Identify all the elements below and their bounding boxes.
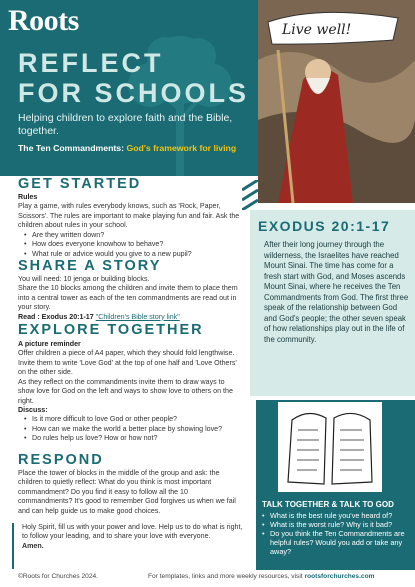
decorative-stripes [242,180,258,210]
prayer-amen: Amen. [22,541,44,550]
copyright: ©Roots for Churches 2024. [18,573,98,580]
exodus-text: After their long journey through the wilderness, the Israelites have reached Mount Sinai. The time has come for a fresh start with God, and Moses ascends Mount Sinai, where he receives the Ten Commandments from God. The first three speak of the relationship between God and God's people; the other seven speak of how relationships play out in the life of the community. [264,240,409,344]
exodus-title: EXODUS 20:1-17 [258,218,391,234]
list-item: • Are they written down? [24,231,242,240]
speech-bubble-text: Live well! [282,22,352,38]
page-title-line1: REFLECT [18,48,164,78]
moses-illustration [258,0,415,203]
list-item: • Do you think the Ten Commandments are helpful rules? Would you add or take any away? [262,529,410,556]
theme-accent: God's framework for living [126,143,237,153]
explore-heading: EXPLORE TOGETHER [18,322,204,338]
page-title-line2: FOR SCHOOLS [18,78,250,108]
list-item: • Is it more difficult to love God or other people? [24,415,242,424]
share-needs: You will need: 10 jenga or building blocks. [18,275,150,283]
explore-body [18,340,242,444]
prayer-text: Holy Spirit, fill us with your power and love. Help us to do what is right, to follow your leading, and to share your love with everyone. [22,523,243,541]
list-item: • What is the best rule you've heard of? [262,511,410,520]
list-item: • What rule or advice would you give to a new pupil? [24,250,242,259]
tablets-icon [278,402,382,492]
list-item: • Do rules help us love? How or how not? [24,434,242,443]
discuss-label: Discuss: [18,405,48,414]
get-started-heading: GET STARTED [18,176,142,192]
explore-text2: As they reflect on the commandments invite them to draw ways to show love for God on the left and ways to show love to others on the right. [18,377,233,405]
prayer-box [12,523,248,569]
list-item: • How does everyone knowhow to behave? [24,240,242,249]
share-text: Share the 10 blocks among the children and invite them to place them into a central tower as each of the ten commandments are read out in your story. [18,284,238,312]
roots-logo: Roots [8,4,79,37]
explore-text1: Offer children a piece of A4 paper, which they should fold lengthwise. Invite them to write 'Love God' at the top of one half and 'Love Others' on the other side. [18,349,237,377]
get-started-body [18,193,242,259]
share-heading: SHARE A STORY [18,258,162,274]
footer-site-link[interactable]: rootsforchurches.com [304,573,375,580]
list-item: • What is the worst rule? Why is it bad? [262,520,410,529]
talk-title: TALK TOGETHER & TALK TO GOD [262,500,394,509]
explore-sub: A picture reminder [18,340,81,348]
page-subtitle: Helping children to explore faith and the Bible, together. [18,112,233,138]
theme-label: The Ten Commandments: [18,143,125,153]
footer [18,573,413,580]
get-started-sub: Rules [18,193,38,201]
respond-heading: RESPOND [18,452,104,468]
theme-line [18,143,236,153]
talk-questions [262,511,410,557]
header-banner [0,0,258,176]
footer-note: For templates, links and more weekly resources, visit [148,573,303,580]
list-item: • How can we make the world a better place by showing love? [24,425,242,434]
bible-story-link[interactable]: "Children's Bible story link" [95,312,180,321]
respond-text: Place the tower of blocks in the middle of the group and ask: the children to quietly reflect: What do you think is most important commandment? Do you find it easy to follow all the 10 commandments? It's good to remember God forgives us when we fail and can help guide us to make good choices. [18,469,236,515]
share-body [18,275,242,322]
share-read-label: Read : Exodus 20:1-17 [18,312,94,321]
get-started-text: Play a game, with rules everybody knows, such as 'Rock, Paper, Scissors'. The rules are important to make playing fun and fair. Ask the children about rules in your school. [18,202,240,230]
